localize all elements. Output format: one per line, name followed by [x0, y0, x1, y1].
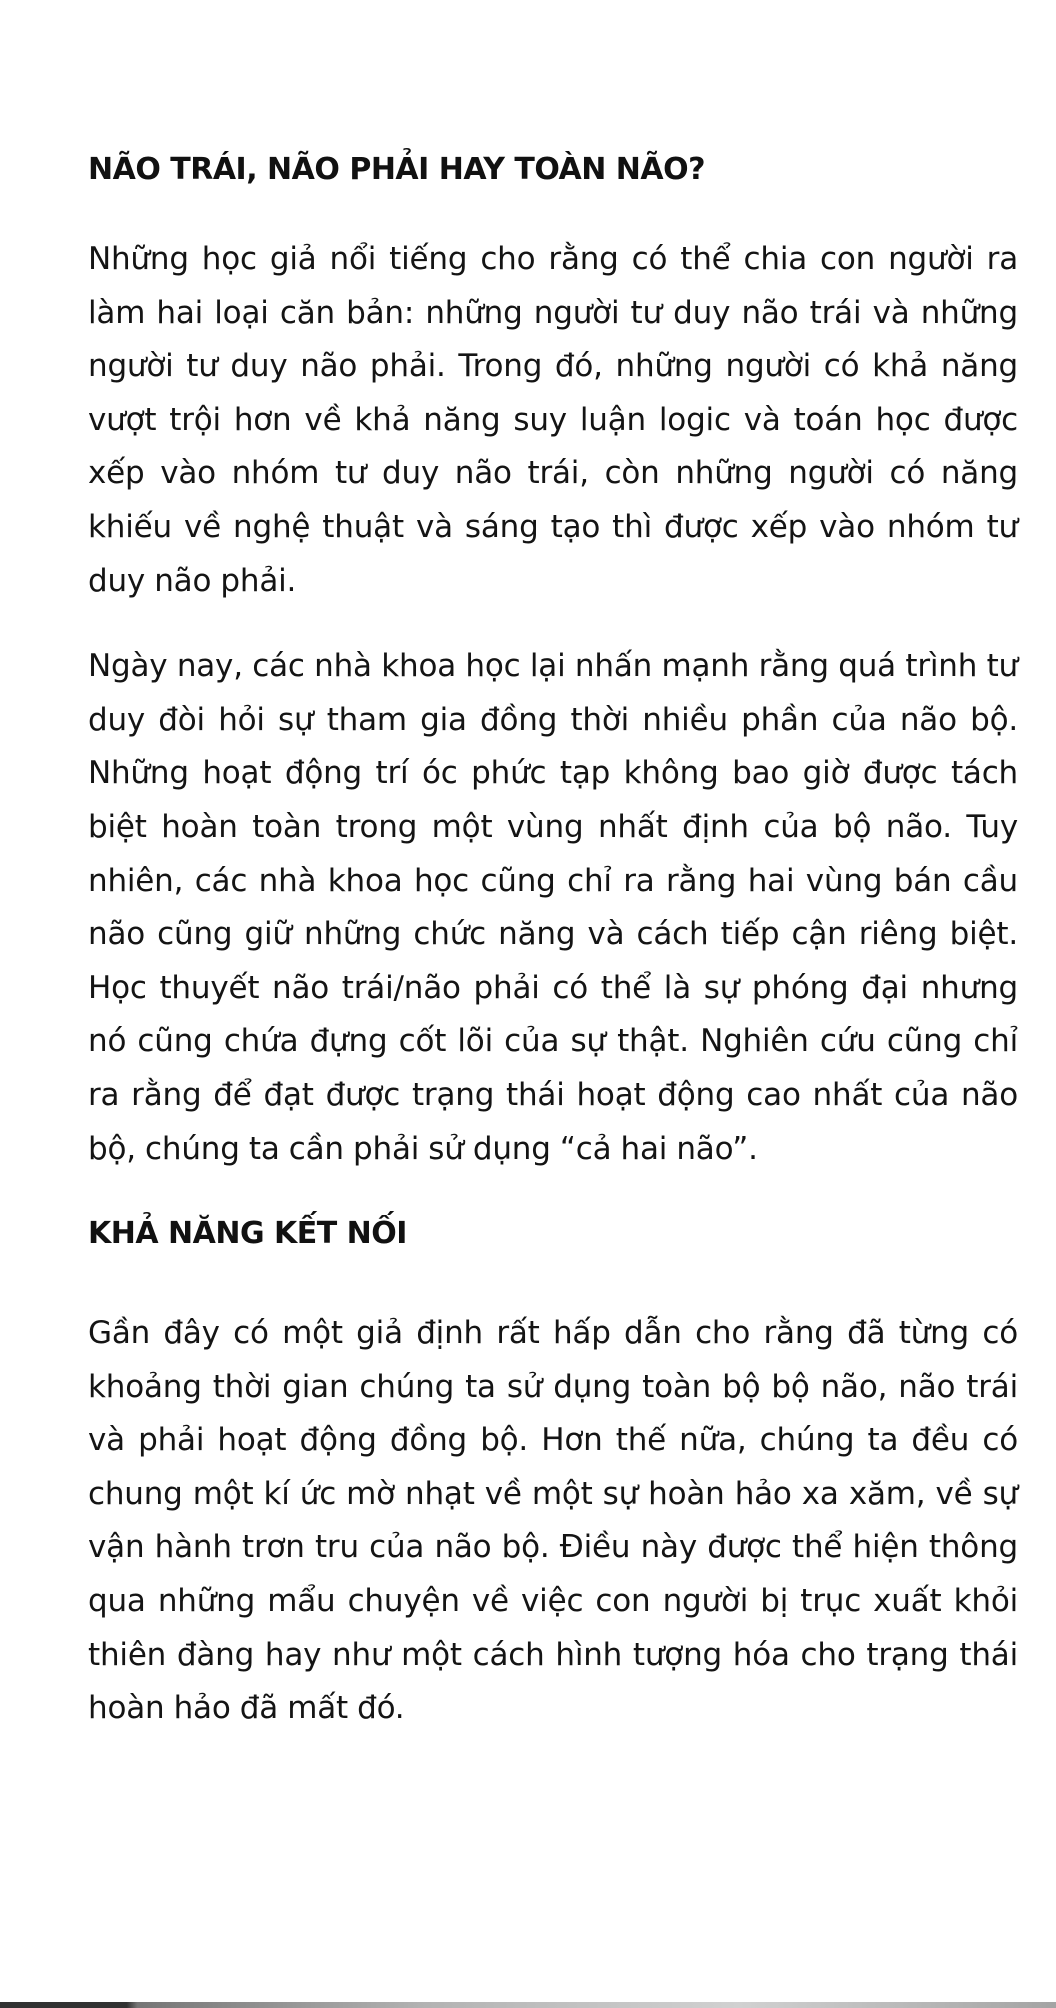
paragraph: Những học giả nổi tiếng cho rằng có thể chia con người ra làm hai loại căn bản: những người tư duy não trái và những người tư duy não phải. Trong đó, những người có khả năng vượt trội hơn về khả năng suy luận logic và toán học được xếp vào nhóm tư duy não trái, còn những người có năng khiếu về nghệ thuật và sáng tạo thì được xếp vào nhóm tư duy não phải.	[88, 241, 1018, 599]
page-edge-shadow	[0, 2002, 1056, 2008]
paragraph: Gần đây có một giả định rất hấp dẫn cho rằng đã từng có khoảng thời gian chúng ta sử dụng toàn bộ bộ não, não trái và phải hoạt động đồng bộ. Hơn thế nữa, chúng ta đều có chung một kí ức mờ nhạt về một sự hoàn hảo xa xăm, về sự vận hành trơn tru của não bộ. Điều này được thể hiện thông qua những mẩu chuyện về việc con người bị trục xuất khỏi thiên đàng hay như một cách hình tượng hóa cho trạng thái hoàn hảo đã mất đó.	[88, 1315, 1018, 1727]
book-page	[88, 150, 1018, 1736]
section-heading-connection: KHẢ NĂNG KẾT NỐI	[88, 1216, 407, 1252]
section-heading-brain: NÃO TRÁI, NÃO PHẢI HAY TOÀN NÃO?	[88, 152, 706, 187]
paragraph: Ngày nay, các nhà khoa học lại nhấn mạnh rằng quá trình tư duy đòi hỏi sự tham gia đồng thời nhiều phần của não bộ. Những hoạt động trí óc phức tạp không bao giờ được tách biệt hoàn toàn trong một vùng nhất định của bộ não. Tuy nhiên, các nhà khoa học cũng chỉ ra rằng hai vùng bán cầu não cũng giữ những chức năng và cách tiếp cận riêng biệt. Học thuyết não trái/não phải có thể là sự phóng đại nhưng nó cũng chứa đựng cốt lõi của sự thật. Nghiên cứu cũng chỉ ra rằng để đạt được trạng thái hoạt động cao nhất của não bộ, chúng ta cần phải sử dụng “cả hai não”.	[88, 648, 1018, 1167]
